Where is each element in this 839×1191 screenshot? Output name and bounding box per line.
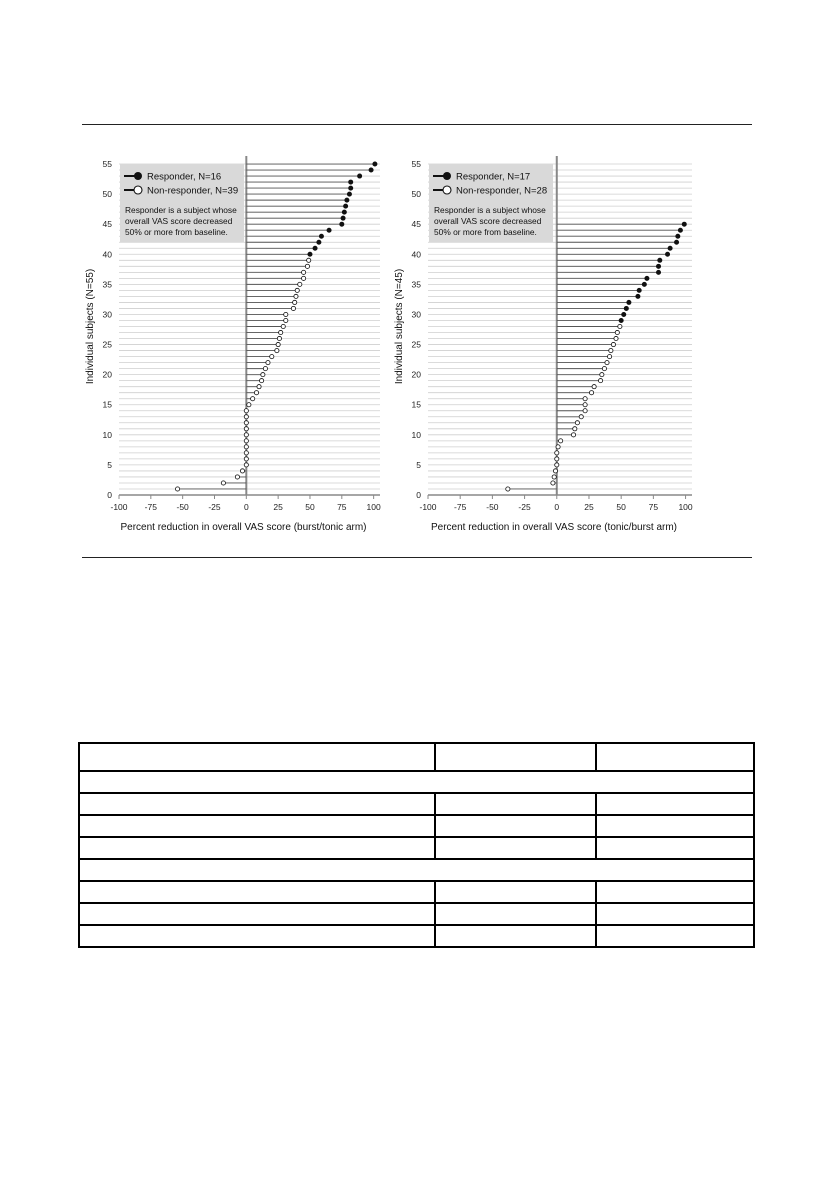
responder-point: [656, 264, 660, 268]
y-tick-label: 20: [411, 369, 421, 380]
non-responder-point: [611, 342, 615, 346]
responder-point: [341, 216, 345, 220]
responder-point: [347, 192, 351, 196]
responder-point: [344, 204, 348, 208]
non-responder-point: [555, 451, 559, 455]
responder-point: [313, 246, 317, 250]
legend: [429, 164, 553, 242]
non-responder-point: [618, 324, 622, 328]
y-tick-label: 40: [102, 249, 112, 260]
non-responder-point: [281, 324, 285, 328]
non-responder-point: [244, 457, 248, 461]
responder-point: [622, 312, 626, 316]
table-row: [79, 903, 754, 925]
table-cell: [79, 743, 435, 771]
non-responder-point: [553, 469, 557, 473]
non-responder-point: [277, 336, 281, 340]
non-responder-point: [259, 379, 263, 383]
responder-point: [319, 234, 323, 238]
non-responder-point: [307, 258, 311, 262]
x-tick-label: -100: [110, 502, 128, 512]
non-responder-point: [571, 433, 575, 437]
table-cell: [435, 903, 596, 925]
responder-point: [627, 300, 631, 304]
legend-responder-label: Responder, N=17: [456, 171, 531, 183]
legend-nonresponder-marker: [134, 186, 142, 194]
x-tick-label: -100: [419, 502, 437, 512]
chart-panel-right: [394, 156, 693, 533]
table-body: [79, 743, 754, 947]
legend-note-line: 50% or more from baseline.: [434, 227, 537, 237]
responder-point: [678, 228, 682, 232]
non-responder-point: [244, 415, 248, 419]
table-cell: [435, 793, 596, 815]
non-responder-point: [291, 306, 295, 310]
non-responder-point: [555, 457, 559, 461]
table-section-row: [79, 859, 754, 881]
table-cell: [79, 859, 754, 881]
non-responder-point: [575, 421, 579, 425]
non-responder-point: [605, 361, 609, 365]
table-row: [79, 837, 754, 859]
table-cell: [596, 925, 754, 947]
x-tick-label: -50: [176, 502, 189, 512]
non-responder-point: [221, 481, 225, 485]
non-responder-point: [583, 397, 587, 401]
legend-note-line: Responder is a subject whose: [125, 205, 237, 215]
non-responder-point: [254, 391, 258, 395]
x-tick-label: 25: [584, 502, 594, 512]
responder-point: [342, 210, 346, 214]
non-responder-point: [298, 282, 302, 286]
responder-point: [642, 282, 646, 286]
x-axis-title: Percent reduction in overall VAS score (tonic/burst arm): [430, 522, 678, 533]
x-tick-label: -25: [208, 502, 221, 512]
non-responder-point: [559, 439, 563, 443]
y-tick-label: 30: [411, 309, 421, 320]
x-tick-label: -50: [486, 502, 499, 512]
y-tick-label: 0: [416, 490, 421, 500]
table-cell: [435, 743, 596, 771]
non-responder-point: [240, 469, 244, 473]
legend-responder-marker: [443, 172, 451, 180]
non-responder-point: [573, 427, 577, 431]
table-cell: [79, 837, 435, 859]
non-responder-point: [244, 427, 248, 431]
non-responder-point: [305, 264, 309, 268]
table-cell: [435, 881, 596, 903]
table-cell: [79, 903, 435, 925]
legend-responder-label: Responder, N=16: [147, 171, 222, 183]
table-row: [79, 793, 754, 815]
non-responder-point: [614, 336, 618, 340]
x-tick-label: 50: [616, 502, 626, 512]
responder-point: [658, 258, 662, 262]
responder-point: [317, 240, 321, 244]
figure: [82, 140, 752, 545]
legend-note-line: overall VAS score decreased: [125, 216, 233, 226]
y-tick-label: 15: [411, 399, 421, 410]
non-responder-point: [579, 415, 583, 419]
x-tick-label: 50: [305, 502, 315, 512]
responder-point: [373, 162, 377, 166]
figure-top-rule: [82, 124, 752, 125]
table-cell: [596, 815, 754, 837]
non-responder-point: [293, 300, 297, 304]
responder-point: [358, 174, 362, 178]
responder-point: [637, 288, 641, 292]
table-cell: [79, 881, 435, 903]
non-responder-point: [589, 391, 593, 395]
x-tick-label: -25: [518, 502, 531, 512]
non-responder-point: [294, 294, 298, 298]
responder-point: [349, 186, 353, 190]
table-cell: [596, 903, 754, 925]
table-cell: [79, 815, 435, 837]
non-responder-point: [235, 475, 239, 479]
legend-nonresponder-label: Non-responder, N=28: [456, 185, 548, 197]
x-tick-label: 100: [678, 502, 693, 512]
non-responder-point: [244, 421, 248, 425]
y-tick-label: 25: [411, 339, 421, 350]
responder-point: [345, 198, 349, 202]
table-cell: [79, 771, 754, 793]
y-tick-label: 40: [411, 249, 421, 260]
non-responder-point: [270, 354, 274, 358]
x-tick-label: -75: [454, 502, 467, 512]
responder-point: [308, 252, 312, 256]
y-tick-label: 25: [102, 339, 112, 350]
non-responder-point: [598, 379, 602, 383]
non-responder-point: [607, 354, 611, 358]
table-cell: [435, 815, 596, 837]
non-responder-point: [592, 385, 596, 389]
y-tick-label: 55: [102, 159, 112, 170]
x-tick-label: 75: [337, 502, 347, 512]
legend-nonresponder-marker: [443, 186, 451, 194]
non-responder-point: [302, 276, 306, 280]
legend-responder-marker: [134, 172, 142, 180]
non-responder-point: [251, 397, 255, 401]
non-responder-point: [276, 342, 280, 346]
non-responder-point: [600, 373, 604, 377]
responder-point: [619, 318, 623, 322]
non-responder-point: [275, 348, 279, 352]
non-responder-point: [175, 487, 179, 491]
y-axis-title: Individual subjects (N=55): [85, 268, 96, 385]
responder-point: [645, 276, 649, 280]
table-row: [79, 815, 754, 837]
y-tick-label: 5: [107, 459, 112, 470]
non-responder-point: [247, 403, 251, 407]
legend-note-line: Responder is a subject whose: [434, 205, 546, 215]
table-cell: [596, 793, 754, 815]
table-cell: [79, 793, 435, 815]
y-tick-label: 45: [411, 219, 421, 230]
non-responder-point: [244, 463, 248, 467]
x-tick-label: 25: [273, 502, 283, 512]
non-responder-point: [556, 445, 560, 449]
table-cell: [435, 925, 596, 947]
y-tick-label: 45: [102, 219, 112, 230]
y-tick-label: 50: [102, 189, 112, 200]
responder-point: [349, 180, 353, 184]
non-responder-point: [261, 373, 265, 377]
table-cell: [435, 837, 596, 859]
x-tick-label: 75: [648, 502, 659, 512]
table-row: [79, 881, 754, 903]
non-responder-point: [257, 385, 261, 389]
non-responder-point: [506, 487, 510, 491]
non-responder-point: [244, 433, 248, 437]
legend-note-line: 50% or more from baseline.: [125, 227, 228, 237]
non-responder-point: [552, 475, 556, 479]
responder-point: [624, 306, 628, 310]
figure-bottom-rule: [82, 557, 752, 558]
y-tick-label: 55: [411, 159, 421, 170]
non-responder-point: [244, 409, 248, 413]
y-tick-label: 30: [102, 309, 112, 320]
table-cell: [79, 925, 435, 947]
y-tick-label: 5: [416, 459, 421, 470]
chart-panel-left: [85, 156, 381, 533]
non-responder-point: [284, 312, 288, 316]
legend: [120, 164, 244, 242]
non-responder-point: [284, 318, 288, 322]
responder-point: [674, 240, 678, 244]
non-responder-point: [602, 367, 606, 371]
y-tick-label: 10: [411, 429, 421, 440]
responder-point: [369, 168, 373, 172]
non-responder-point: [302, 270, 306, 274]
legend-nonresponder-label: Non-responder, N=39: [147, 185, 239, 197]
x-tick-label: 100: [366, 502, 381, 512]
y-axis-title: Individual subjects (N=45): [394, 268, 405, 385]
non-responder-point: [295, 288, 299, 292]
non-responder-point: [551, 481, 555, 485]
x-tick-label: 0: [243, 502, 249, 512]
figure-svg: [82, 140, 752, 545]
non-responder-point: [615, 330, 619, 334]
y-tick-label: 50: [411, 189, 421, 200]
non-responder-point: [555, 463, 559, 467]
x-tick-label: 0: [554, 502, 560, 512]
table-section-row: [79, 771, 754, 793]
responder-point: [327, 228, 331, 232]
y-tick-label: 0: [107, 490, 112, 500]
y-tick-label: 20: [102, 369, 112, 380]
y-tick-label: 10: [102, 429, 112, 440]
non-responder-point: [583, 403, 587, 407]
y-tick-label: 35: [411, 279, 421, 290]
empty-table: [78, 742, 755, 948]
responder-point: [665, 252, 669, 256]
non-responder-point: [279, 330, 283, 334]
responder-point: [668, 246, 672, 250]
responder-point: [340, 222, 344, 226]
non-responder-point: [609, 348, 613, 352]
responder-point: [682, 222, 686, 226]
y-tick-label: 15: [102, 399, 112, 410]
table-cell: [596, 837, 754, 859]
responder-point: [636, 294, 640, 298]
responder-point: [676, 234, 680, 238]
legend-note-line: overall VAS score decreased: [434, 216, 542, 226]
non-responder-point: [244, 439, 248, 443]
non-responder-point: [263, 367, 267, 371]
table-header-row: [79, 743, 754, 771]
responder-point: [656, 270, 660, 274]
table-row: [79, 925, 754, 947]
table-cell: [596, 881, 754, 903]
table-cell: [596, 743, 754, 771]
non-responder-point: [244, 445, 248, 449]
non-responder-point: [266, 361, 270, 365]
y-tick-label: 35: [102, 279, 112, 290]
x-tick-label: -75: [144, 502, 157, 512]
non-responder-point: [244, 451, 248, 455]
non-responder-point: [583, 409, 587, 413]
x-axis-title: Percent reduction in overall VAS score (burst/tonic arm): [120, 522, 367, 533]
